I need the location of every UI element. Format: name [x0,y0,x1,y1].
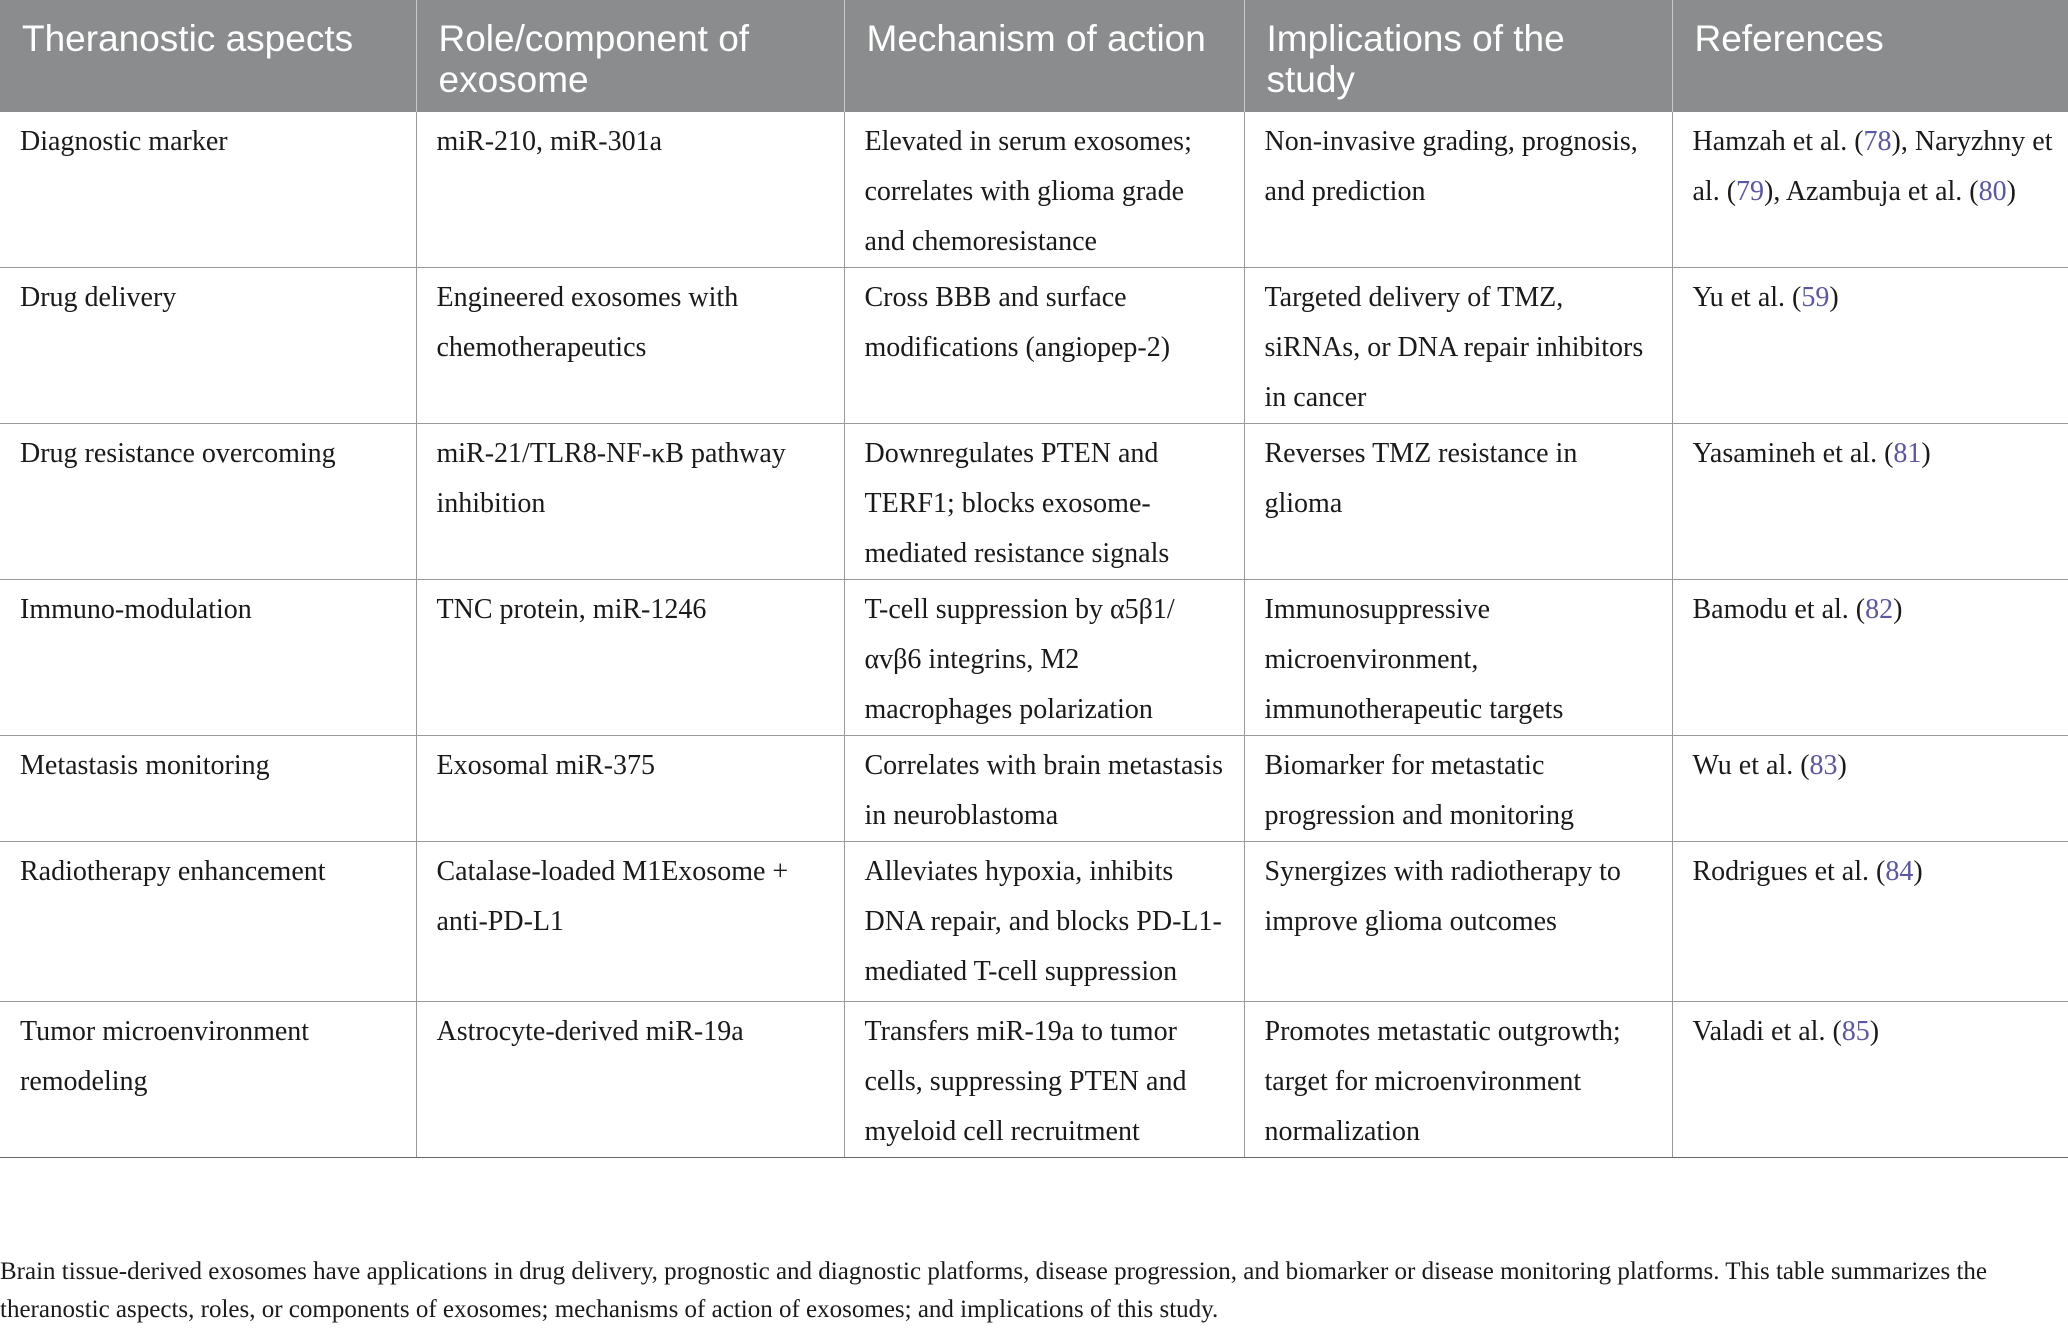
reference-close: ) [2006,176,2016,207]
reference-close: ) [1829,282,1839,313]
table-row [0,112,2068,268]
reference-close: ) [1921,438,1931,469]
table-header [0,0,2068,112]
header-row [0,0,2068,112]
table-row [0,580,2068,736]
cell-implications: Non-invasive grading, prognosis, and prediction [1244,112,1672,268]
reference-close: ) [1837,750,1847,781]
reference-author: Valadi et al. ( [1692,1016,1842,1047]
reference-link[interactable]: 59 [1801,282,1830,313]
cell-theranostic-aspect: Diagnostic marker [0,112,416,268]
table-row [0,424,2068,580]
cell-theranostic-aspect: Drug delivery [0,268,416,424]
cell-exosome-role: Astrocyte-derived miR-19a [416,1002,844,1158]
reference-link[interactable]: 78 [1863,126,1892,157]
table-row [0,736,2068,842]
cell-implications: Reverses TMZ resistance in glioma [1244,424,1672,580]
cell-mechanism: T-cell suppression by α5β1/αvβ6 integrins, M2 macrophages polarization [844,580,1244,736]
cell-theranostic-aspect: Metastasis monitoring [0,736,416,842]
cell-references [1672,842,2068,1002]
cell-exosome-role: miR-210, miR-301a [416,112,844,268]
reference-link[interactable]: 81 [1893,438,1922,469]
cell-mechanism: Alleviates hypoxia, inhibits DNA repair, and blocks PD-L1-mediated T-cell suppression [844,842,1244,1002]
header-references: References [1672,0,2068,112]
reference-author: Yasamineh et al. ( [1692,438,1894,469]
cell-references [1672,1002,2068,1158]
cell-implications: Immunosuppressive microenvironment, immunotherapeutic targets [1244,580,1672,736]
cell-mechanism: Correlates with brain metastasis in neuroblastoma [844,736,1244,842]
reference-close: ), [1891,126,1915,157]
cell-exosome-role: Exosomal miR-375 [416,736,844,842]
header-implications: Implications of the study [1244,0,1672,112]
cell-implications: Biomarker for metastatic progression and monitoring [1244,736,1672,842]
table-body [0,112,2068,1158]
reference-link[interactable]: 83 [1809,750,1838,781]
reference-link[interactable]: 80 [1978,176,2007,207]
cell-exosome-role: Engineered exosomes with chemotherapeutics [416,268,844,424]
cell-references [1672,736,2068,842]
reference-author: Wu et al. ( [1692,750,1810,781]
cell-exosome-role: miR-21/TLR8-NF-κB pathway inhibition [416,424,844,580]
cell-mechanism: Elevated in serum exosomes; correlates with glioma grade and chemoresistance [844,112,1244,268]
cell-references [1672,580,2068,736]
cell-theranostic-aspect: Immuno-modulation [0,580,416,736]
cell-theranostic-aspect: Radiotherapy enhancement [0,842,416,1002]
cell-references [1672,268,2068,424]
cell-implications: Targeted delivery of TMZ, siRNAs, or DNA repair inhibitors in cancer [1244,268,1672,424]
header-role-component: Role/component of exosome [416,0,844,112]
cell-references [1672,424,2068,580]
reference-close: ) [1893,594,1903,625]
cell-mechanism: Downregulates PTEN and TERF1; blocks exosome-mediated resistance signals [844,424,1244,580]
reference-author: Yu et al. ( [1692,282,1802,313]
reference-author: Azambuja et al. ( [1785,176,1979,207]
reference-link[interactable]: 82 [1865,594,1894,625]
reference-link[interactable]: 85 [1841,1016,1870,1047]
cell-implications: Promotes metastatic outgrowth; target for microenvironment normalization [1244,1002,1672,1158]
cell-exosome-role: TNC protein, miR-1246 [416,580,844,736]
reference-author: Rodrigues et al. ( [1692,856,1886,887]
table-row [0,842,2068,1002]
reference-link[interactable]: 79 [1736,176,1765,207]
reference-author: Hamzah et al. ( [1692,126,1864,157]
cell-mechanism: Cross BBB and surface modifications (angiopep-2) [844,268,1244,424]
reference-close: ) [1869,1016,1880,1047]
table-row [0,268,2068,424]
table-caption: Brain tissue-derived exosomes have applications in drug delivery, prognostic and diagnostic platforms, disease progression, and biomarker or disease monitoring platforms. This table summarizes the theranostic aspects, roles, or components of exosomes; mechanisms of action of exosomes; and implications of this study. [0,1258,1988,1323]
cell-theranostic-aspect: Tumor microenvironment remodeling [0,1002,416,1158]
cell-mechanism: Transfers miR-19a to tumor cells, suppressing PTEN and myeloid cell recruitment [844,1002,1244,1158]
cell-exosome-role: Catalase-loaded M1Exosome + anti-PD-L1 [416,842,844,1002]
reference-author: Naryzhny et al. ( [1692,126,2053,207]
cell-references [1672,112,2068,268]
reference-author: Bamodu et al. ( [1692,594,1866,625]
cell-theranostic-aspect: Drug resistance overcoming [0,424,416,580]
header-theranostic-aspects: Theranostic aspects [0,0,416,112]
cell-implications: Synergizes with radiotherapy to improve glioma outcomes [1244,842,1672,1002]
table-row [0,1002,2068,1158]
header-mechanism: Mechanism of action [844,0,1244,112]
reference-close: ), [1764,176,1786,207]
reference-close: ) [1913,856,1923,887]
reference-link[interactable]: 84 [1885,856,1914,887]
